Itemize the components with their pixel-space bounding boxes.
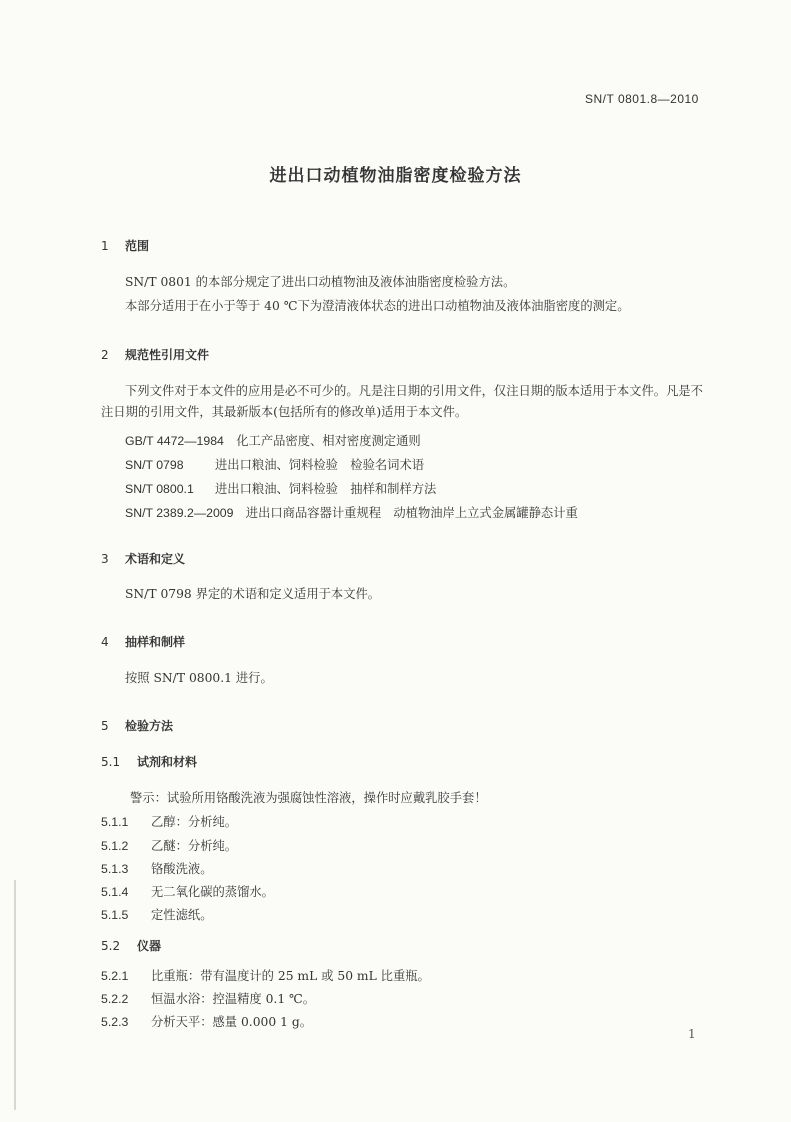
reference-title: 进出口商品容器计重规程 动植物油岸上立式金属罐静态计重	[245, 506, 578, 520]
subsection-5-2-heading	[101, 937, 161, 954]
item-text: 无二氧化碳的蒸馏水。	[151, 885, 274, 899]
list-item	[101, 836, 237, 854]
list-item	[101, 905, 213, 923]
item-text: 分析天平：感量 0.000 1 g。	[151, 1015, 313, 1029]
subsection-title: 试剂和材料	[137, 755, 198, 769]
section-number: 3	[101, 552, 109, 566]
document-title: 进出口动植物油脂密度检验方法	[269, 166, 522, 186]
reference-title: 化工产品密度、相对密度测定通则	[236, 434, 421, 448]
reference-code: GB/T 4472—1984	[125, 434, 224, 448]
paragraph: 按照 SN/T 0800.1 进行。	[125, 671, 273, 685]
paragraph: 本部分适用于在小于等于 40 ℃下为澄清液体状态的进出口动植物油及液体油脂密度的测定。	[125, 299, 630, 313]
section-3-heading	[101, 550, 185, 567]
section-2-heading	[101, 346, 209, 363]
list-item	[101, 859, 213, 877]
item-number: 5.1.4	[101, 885, 129, 899]
item-number: 5.1.5	[101, 908, 129, 922]
section-title: 抽样和制样	[125, 635, 186, 649]
item-number: 5.2.2	[101, 992, 129, 1006]
item-number: 5.2.1	[101, 969, 129, 983]
document-code: SN/T 0801.8—2010	[585, 92, 699, 106]
item-number: 5.1.3	[101, 862, 129, 876]
subsection-number: 5.1	[101, 755, 121, 769]
paragraph: SN/T 0801 的本部分规定了进出口动植物油及液体油脂密度检验方法。	[125, 275, 516, 289]
item-text: 乙醇：分析纯。	[151, 815, 238, 829]
list-item	[101, 989, 315, 1007]
section-title: 检验方法	[125, 719, 174, 733]
section-number: 1	[101, 239, 109, 253]
item-number: 5.1.1	[101, 815, 129, 829]
reference-item	[125, 503, 578, 521]
subsection-number: 5.2	[101, 939, 121, 953]
section-number: 4	[101, 635, 109, 649]
item-text: 比重瓶：带有温度计的 25 mL 或 50 mL 比重瓶。	[151, 969, 430, 983]
reference-title: 进出口粮油、饲料检验 检验名词术语	[215, 458, 425, 472]
subsection-5-1-heading	[101, 753, 197, 770]
reference-code: SN/T 0798	[125, 458, 184, 472]
list-item	[101, 882, 274, 900]
item-number: 5.2.3	[101, 1015, 129, 1029]
reference-item	[125, 431, 421, 449]
section-title: 范围	[125, 239, 150, 253]
item-text: 恒温水浴：控温精度 0.1 ℃。	[151, 992, 316, 1006]
subsection-title: 仪器	[137, 939, 162, 953]
item-text: 乙醚：分析纯。	[151, 839, 238, 853]
page-number: 1	[688, 1027, 696, 1041]
reference-item	[125, 479, 436, 497]
section-number: 5	[101, 719, 109, 733]
item-text: 定性滤纸。	[151, 908, 213, 922]
paragraph: SN/T 0798 界定的术语和定义适用于本文件。	[125, 587, 381, 601]
list-item	[101, 966, 430, 984]
section-4-heading	[101, 633, 185, 650]
reference-item	[125, 455, 424, 473]
section-title: 术语和定义	[125, 552, 186, 566]
section-number: 2	[101, 348, 109, 362]
paragraph: 下列文件对于本文件的应用是必不可少的。凡是注日期的引用文件，仅注日期的版本适用于本文件。凡是不注日期的引用文件，其最新版本(包括所有的修改单)适用于本文件。	[101, 384, 703, 419]
reference-code: SN/T 2389.2—2009	[125, 506, 234, 520]
item-text: 铬酸洗液。	[151, 862, 213, 876]
section-title: 规范性引用文件	[125, 348, 210, 362]
item-number: 5.1.2	[101, 839, 129, 853]
reference-title: 进出口粮油、饲料检验 抽样和制样方法	[215, 482, 437, 496]
section-5-heading	[101, 717, 173, 734]
section-1-heading	[101, 237, 149, 254]
reference-code: SN/T 0800.1	[125, 482, 194, 496]
warning-note: 警示：试验所用铬酸洗液为强腐蚀性溶液，操作时应戴乳胶手套！	[130, 791, 487, 805]
list-item	[101, 812, 237, 830]
list-item	[101, 1012, 312, 1030]
scan-edge-shadow	[14, 880, 16, 1110]
